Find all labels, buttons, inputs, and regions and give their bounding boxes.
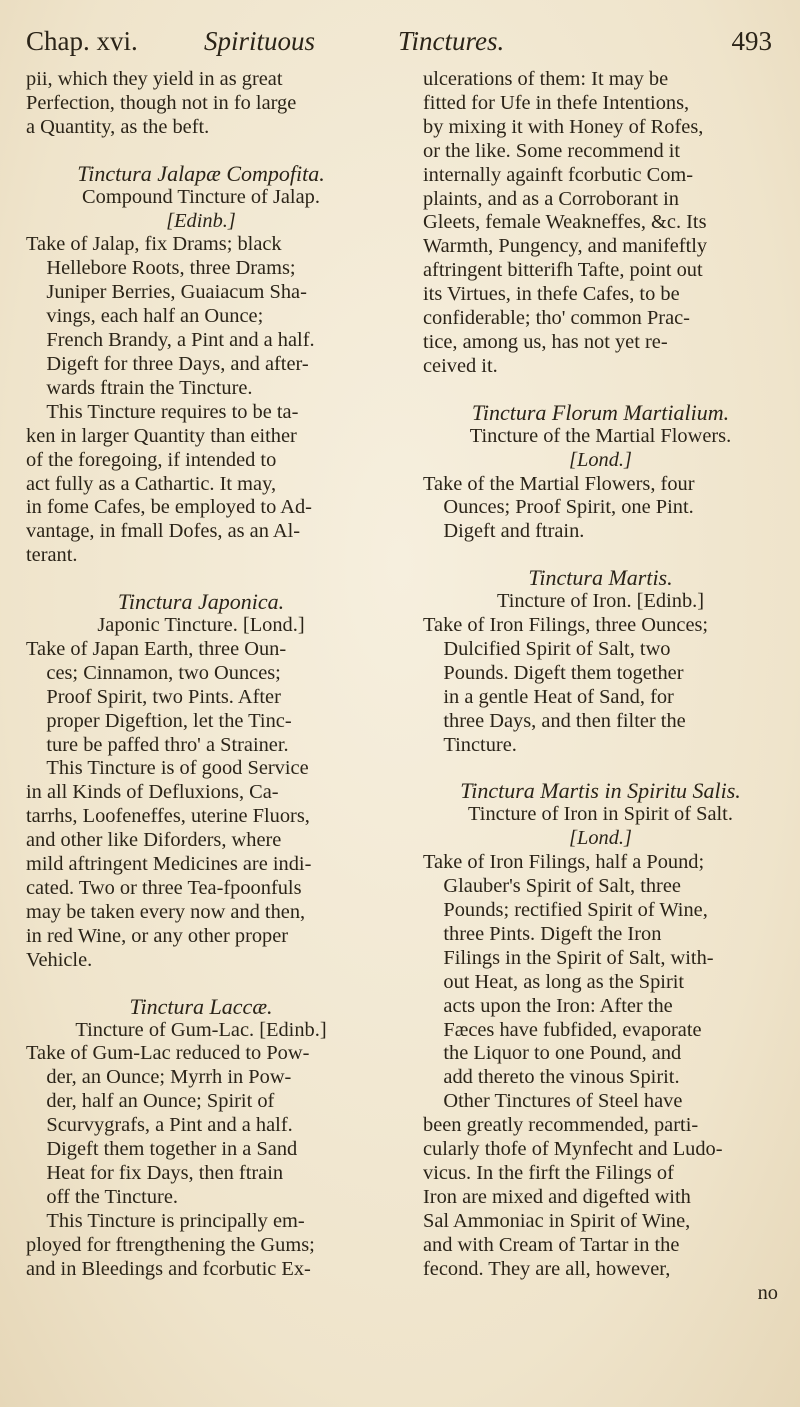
text-line: Take of Iron Filings, half a Pound; bbox=[423, 851, 705, 874]
text-line: ken in larger Quantity than either bbox=[26, 424, 297, 447]
text-line: ulcerations of them: It may be bbox=[423, 68, 669, 90]
text-line: act fully as a Cathartic. It may, bbox=[26, 472, 277, 495]
text-line: Proof Spirit, two Pints. After bbox=[46, 685, 281, 708]
section-heading: Tinctura Florum Martialium. bbox=[471, 400, 730, 425]
text-line: acts upon the Iron: After the bbox=[443, 994, 673, 1017]
text-line: off the Tincture. bbox=[46, 1185, 178, 1208]
text-line: add thereto the vinous Spirit. bbox=[443, 1066, 680, 1089]
section-subheading: Tincture of Iron. [Edinb.] bbox=[496, 590, 705, 613]
section-heading: Tinctura Jalapæ Compofita. bbox=[77, 161, 325, 186]
text-line: Ounces; Proof Spirit, one Pint. bbox=[443, 496, 694, 519]
text-line: Glauber's Spirit of Salt, three bbox=[443, 875, 681, 898]
text-line: mild aftringent Medicines are indi- bbox=[26, 853, 312, 876]
right-text-column bbox=[423, 68, 778, 1305]
text-line: pii, which they yield in as great bbox=[26, 68, 283, 90]
text-line: three Days, and then filter the bbox=[443, 709, 686, 732]
text-line: in all Kinds of Defluxions, Ca- bbox=[26, 781, 279, 804]
text-line: Perfection, though not in fo large bbox=[26, 91, 297, 114]
section-subheading: Compound Tincture of Jalap. bbox=[82, 185, 320, 208]
text-line: in a gentle Heat of Sand, for bbox=[443, 685, 674, 708]
text-line: Iron are mixed and digefted with bbox=[423, 1185, 691, 1208]
text-line: Digeft for three Days, and after- bbox=[46, 352, 309, 375]
text-line: ployed for ftrengthening the Gums; bbox=[26, 1233, 315, 1256]
text-line: This Tincture is of good Service bbox=[46, 757, 309, 780]
pharmacopoeia-reference: [Lond.] bbox=[569, 827, 632, 850]
text-line: out Heat, as long as the Spirit bbox=[443, 970, 685, 993]
paragraph-gap bbox=[423, 544, 778, 566]
text-line: Digeft them together in a Sand bbox=[46, 1138, 298, 1161]
text-line: and other like Diforders, where bbox=[26, 829, 282, 852]
text-line: and in Bleedings and fcorbutic Ex- bbox=[26, 1257, 311, 1280]
chapter-label: Chap. xvi. bbox=[26, 26, 138, 56]
text-line: or the like. Some recommend it bbox=[423, 139, 681, 162]
text-line: ces; Cinnamon, two Ounces; bbox=[46, 661, 281, 684]
text-line: Take of Gum-Lac reduced to Pow- bbox=[26, 1042, 310, 1065]
text-line: der, half an Ounce; Spirit of bbox=[46, 1090, 275, 1113]
text-line: vings, each half an Ounce; bbox=[46, 305, 264, 328]
paragraph-gap bbox=[26, 973, 376, 995]
text-line: and with Cream of Tartar in the bbox=[423, 1233, 680, 1256]
text-line: This Tincture requires to be ta- bbox=[46, 400, 299, 423]
section-subheading: Tincture of Iron in Spirit of Salt. bbox=[468, 803, 733, 826]
text-line: Take of Jalap, fix Drams; black bbox=[26, 233, 282, 256]
text-line: Take of the Martial Flowers, four bbox=[423, 472, 695, 495]
text-line: tarrhs, Loofeneffes, uterine Fluors, bbox=[26, 805, 310, 828]
section-subheading: Tincture of the Martial Flowers. bbox=[469, 424, 732, 447]
text-line: tice, among us, has not yet re- bbox=[423, 330, 668, 353]
text-line: may be taken every now and then, bbox=[26, 900, 306, 923]
text-line: fitted for Ufe in thefe Intentions, bbox=[423, 91, 690, 114]
text-line: Dulcified Spirit of Salt, two bbox=[443, 637, 671, 660]
text-line: a Quantity, as the beft. bbox=[26, 115, 210, 138]
text-line: by mixing it with Honey of Rofes, bbox=[423, 115, 704, 138]
section-heading: Tinctura Martis in Spiritu Salis. bbox=[460, 779, 741, 804]
text-line: Gleets, female Weakneffes, &c. Its bbox=[423, 211, 707, 234]
text-line: Take of Japan Earth, three Oun- bbox=[26, 637, 287, 660]
text-line: Other Tinctures of Steel have bbox=[443, 1090, 683, 1113]
paragraph-gap bbox=[26, 140, 376, 162]
running-title-right: Tinctures. bbox=[398, 26, 505, 56]
text-line: ceived it. bbox=[423, 354, 498, 377]
text-line: in fome Cafes, be employed to Ad- bbox=[26, 496, 312, 519]
page-number: 493 bbox=[731, 26, 772, 56]
text-line: Digeft and ftrain. bbox=[443, 520, 585, 543]
text-line: Take of Iron Filings, three Ounces; bbox=[423, 614, 709, 637]
running-head bbox=[26, 26, 772, 66]
text-line: Vehicle. bbox=[26, 948, 93, 971]
text-line: its Virtues, in thefe Cafes, to be bbox=[423, 283, 680, 306]
text-line: proper Digeftion, let the Tinc- bbox=[46, 709, 292, 732]
pharmacopoeia-reference: [Lond.] bbox=[569, 448, 632, 471]
text-line: Pounds; rectified Spirit of Wine, bbox=[443, 899, 708, 921]
section-heading: Tinctura Martis. bbox=[528, 566, 673, 591]
text-line: in red Wine, or any other proper bbox=[26, 924, 289, 947]
section-heading: Tinctura Japonica. bbox=[117, 590, 285, 615]
section-subheading: Tincture of Gum-Lac. [Edinb.] bbox=[75, 1018, 327, 1041]
left-text-column bbox=[26, 68, 376, 1282]
text-line: Scurvygrafs, a Pint and a half. bbox=[46, 1114, 293, 1137]
text-line: Juniper Berries, Guaiacum Sha- bbox=[46, 281, 307, 304]
text-line: French Brandy, a Pint and a half. bbox=[46, 329, 315, 352]
text-line: Filings in the Spirit of Salt, with- bbox=[443, 946, 714, 969]
text-line: Warmth, Pungency, and manifeftly bbox=[423, 235, 708, 258]
text-line: aftringent bitterifh Tafte, point out bbox=[423, 259, 703, 282]
section-subheading: Japonic Tincture. [Lond.] bbox=[97, 614, 305, 637]
catchword: no bbox=[757, 1281, 778, 1304]
text-line: cated. Two or three Tea-fpoonfuls bbox=[26, 877, 302, 899]
text-line: Fæces have fubfided, evaporate bbox=[443, 1018, 702, 1041]
running-title-left: Spirituous bbox=[204, 26, 316, 56]
text-line: Hellebore Roots, three Drams; bbox=[46, 257, 296, 280]
paragraph-gap bbox=[423, 757, 778, 779]
text-line: fecond. They are all, however, bbox=[423, 1257, 671, 1280]
text-line: confiderable; tho' common Prac- bbox=[423, 307, 690, 330]
text-line: terant. bbox=[26, 544, 78, 567]
text-line: internally againft fcorbutic Com- bbox=[423, 163, 694, 186]
section-heading: Tinctura Laccæ. bbox=[129, 994, 273, 1019]
paragraph-gap bbox=[26, 568, 376, 590]
text-line: Sal Ammoniac in Spirit of Wine, bbox=[423, 1209, 691, 1232]
text-line: three Pints. Digeft the Iron bbox=[443, 922, 662, 945]
text-line: vicus. In the firft the Filings of bbox=[423, 1161, 674, 1184]
text-line: of the foregoing, if intended to bbox=[26, 448, 277, 471]
text-line: the Liquor to one Pound, and bbox=[443, 1042, 682, 1065]
text-line: vantage, in fmall Dofes, as an Al- bbox=[26, 520, 301, 543]
text-line: der, an Ounce; Myrrh in Pow- bbox=[46, 1066, 292, 1089]
text-line: Tincture. bbox=[443, 733, 517, 756]
text-line: Heat for fix Days, then ftrain bbox=[46, 1161, 284, 1184]
text-line: cularly thofe of Mynfecht and Ludo- bbox=[423, 1138, 723, 1161]
text-line: This Tincture is principally em- bbox=[46, 1209, 305, 1232]
text-line: ture be paffed thro' a Strainer. bbox=[46, 733, 289, 756]
pharmacopoeia-reference: [Edinb.] bbox=[166, 209, 236, 232]
text-line: Pounds. Digeft them together bbox=[443, 661, 684, 684]
text-line: been greatly recommended, parti- bbox=[423, 1114, 699, 1137]
text-line: plaints, and as a Corroborant in bbox=[423, 187, 679, 210]
text-line: wards ftrain the Tincture. bbox=[46, 376, 253, 399]
paragraph-gap bbox=[423, 379, 778, 401]
